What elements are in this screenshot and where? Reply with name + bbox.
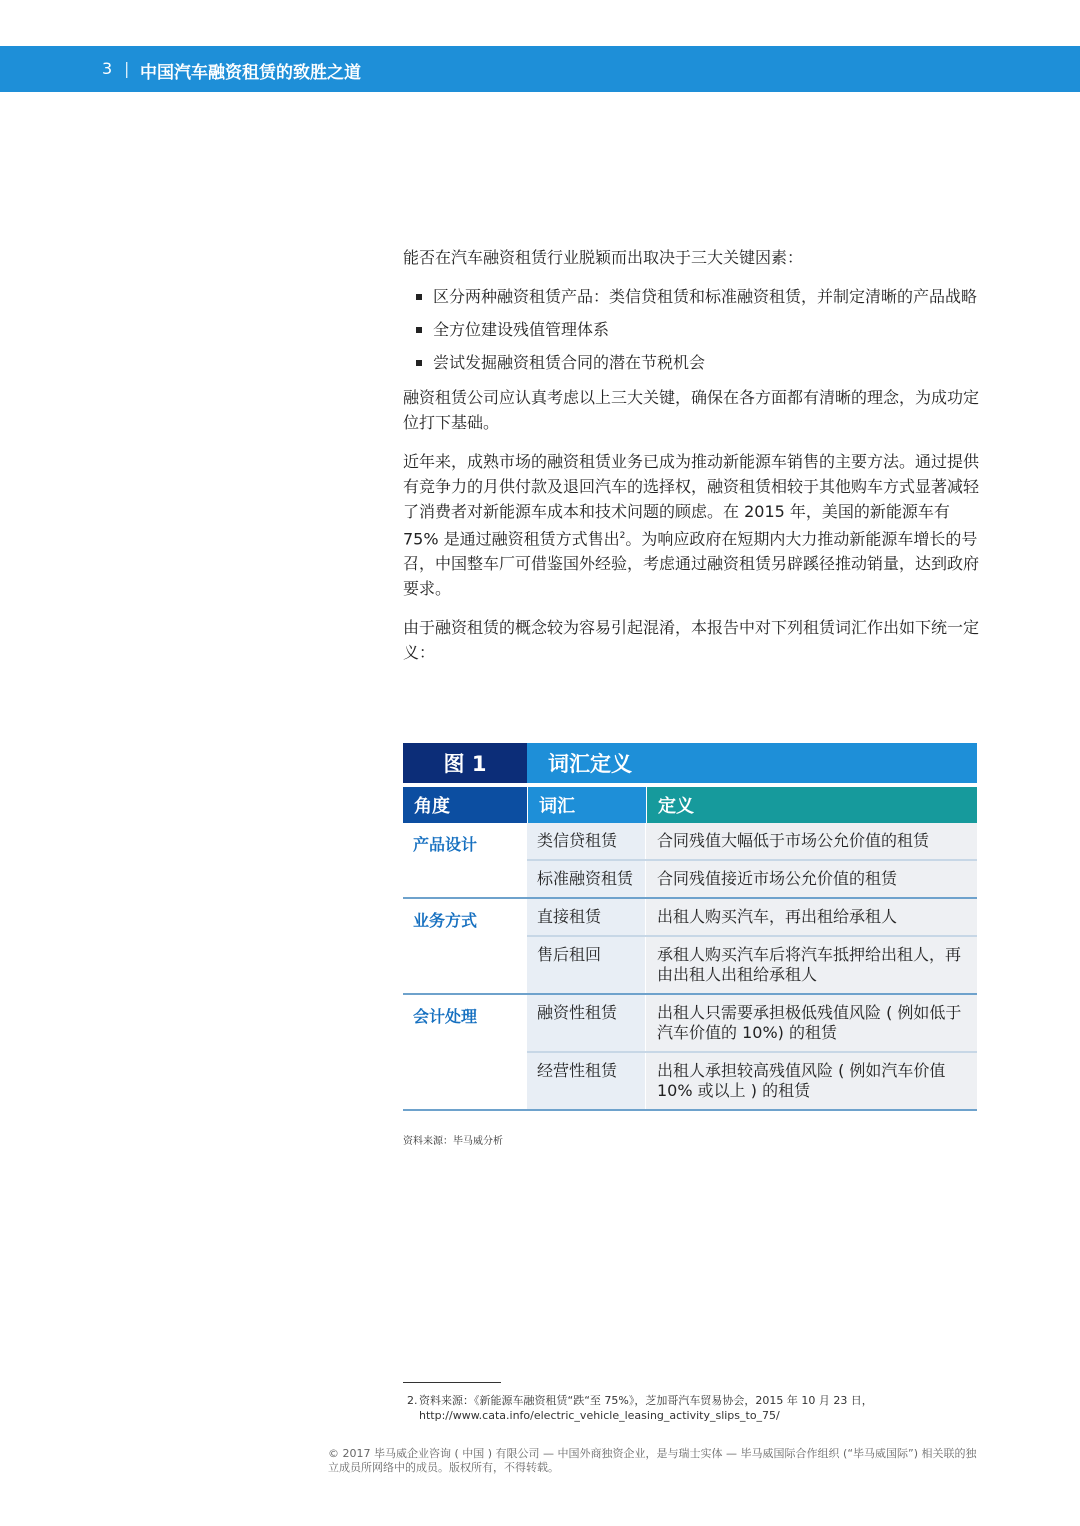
figure-source-note: 资料来源：毕马威分析 <box>403 1136 503 1147</box>
table-row <box>527 899 977 935</box>
list-item: 全方位建设残值管理体系 <box>403 319 979 341</box>
table-header <box>403 787 977 823</box>
term-cell: 融资性租赁 <box>527 995 645 1051</box>
header-separator: | <box>124 59 130 78</box>
page-number: 3 <box>102 59 113 78</box>
footnote-text: 资料来源：《新能源车融资租赁“跌“至 75%》，芝加哥汽车贸易协会，2015 年 10 月 23 日，http://www.cata.info/electric_vehicle_leasing_activity_slips_to_75/ <box>419 1394 873 1422</box>
key-factors-list <box>403 286 979 374</box>
header-bar <box>0 46 1080 92</box>
footnote-divider <box>403 1382 501 1383</box>
intro-text: 能否在汽车融资租赁行业脱颖而出取决于三大关键因素： <box>403 248 804 267</box>
category-label: 产品设计 <box>413 835 478 854</box>
bullet-icon <box>416 294 422 300</box>
term-cell: 售后租回 <box>527 937 645 993</box>
column-header-definition: 定义 <box>647 787 977 823</box>
paragraph-1: 融资租赁公司应认真考虑以上三大关键，确保在各方面都有清晰的理念，为成功定位打下基础。 <box>403 388 980 432</box>
term-cell: 标准融资租赁 <box>527 861 645 897</box>
definition-cell: 出租人购买汽车，再出租给承租人 <box>646 899 977 935</box>
footnote <box>407 1393 977 1423</box>
bullet-icon <box>416 360 422 366</box>
paragraph-3: 由于融资租赁的概念较为容易引起混淆，本报告中对下列租赁词汇作出如下统一定义： <box>403 618 980 663</box>
definition-cell: 承租人购买汽车后将汽车抵押给出租人，再由出租人出租给承租人 <box>646 937 977 993</box>
footnote-number: 2. <box>407 1394 418 1407</box>
definition-cell: 出租人承担较高残值风险 ( 例如汽车价值 10% 或以上 ) 的租赁 <box>646 1053 977 1109</box>
definition-cell: 出租人只需要承担极低残值风险 ( 例如低于汽车价值的 10%) 的租赁 <box>646 995 977 1051</box>
term-cell: 直接租赁 <box>527 899 645 935</box>
term-cell: 类信贷租赁 <box>527 823 645 859</box>
list-item: 尝试发掘融资租赁合同的潜在节税机会 <box>403 352 979 374</box>
table-row <box>527 823 977 859</box>
category-label: 会计处理 <box>413 1007 478 1026</box>
figure-title: 词汇定义 <box>527 743 977 783</box>
table-row <box>527 935 977 993</box>
figure-title-row <box>403 743 977 783</box>
bullet-icon <box>416 327 422 333</box>
table-group <box>403 899 977 995</box>
table-row <box>527 995 977 1051</box>
table-group <box>403 995 977 1111</box>
table-row <box>527 859 977 897</box>
table-group <box>403 823 977 899</box>
category-label: 业务方式 <box>413 911 478 930</box>
paragraph-2: 近年来，成熟市场的融资租赁业务已成为推动新能源车销售的主要方法。通过提供有竞争力的月供付款及退回汽车的选择权，融资租赁相较于其他购车方式显著减轻了消费者对新能源车成本和技术问题的顾虑。在 2015 年，美国的新能源车有 75% 是通过融资租赁方式售出$^2$。为响应政府在短期内大力推动新能源车增长的号召，中国整车厂可借鉴国外经验，考虑通过融资租赁另辟蹊径推动销量，达到政府要求。 <box>403 452 980 599</box>
column-header-angle: 角度 <box>403 787 527 823</box>
figure-number: 图 1 <box>403 743 527 783</box>
definition-cell: 合同残值大幅低于市场公允价值的租赁 <box>646 823 977 859</box>
main-content <box>403 245 979 679</box>
footnote-ref: 2 <box>619 531 626 541</box>
list-item: 区分两种融资租赁产品：类信贷租赁和标准融资租赁，并制定清晰的产品战略 <box>403 286 979 308</box>
copyright-notice: © 2017 毕马威企业咨询 ( 中国 ) 有限公司 — 中国外商独资企业，是与瑞士实体 — 毕马威国际合作组织 (“毕马威国际”) 相关联的独立成员所网络中的成员。版权所有，不得转载。 <box>328 1447 977 1474</box>
document-title: 中国汽车融资租赁的致胜之道 <box>140 63 361 83</box>
column-header-term: 词汇 <box>528 787 646 823</box>
term-cell: 经营性租赁 <box>527 1053 645 1109</box>
definition-cell: 合同残值接近市场公允价值的租赁 <box>646 861 977 897</box>
definitions-table <box>403 743 977 1111</box>
table-row <box>527 1051 977 1109</box>
